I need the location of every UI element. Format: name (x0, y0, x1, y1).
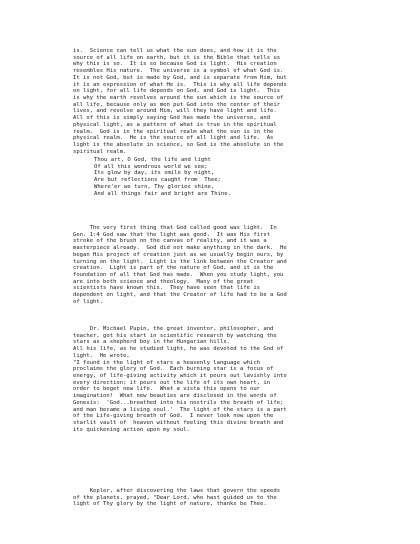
text-line: imagination! What new beauties are disclosed in the words of (73, 393, 277, 400)
text-line: It is not God, but is made by God, and is separate from Him, but (73, 74, 287, 81)
text-line: of light. (73, 298, 104, 305)
paragraph-kepler (73, 488, 280, 508)
text-line: starlit vault of heaven without feeling this divine breath and (73, 420, 284, 427)
text-line: Thou art, O God, the life and light (94, 157, 211, 163)
poem-stanza (94, 157, 231, 197)
text-line: dependent on light, and that the Creator of life had to be a God (73, 292, 287, 299)
text-line: "I found in the light of stars a heavenly language which (73, 359, 261, 366)
text-line: stroke of the brush on the canvas of reality, and it was a (73, 238, 267, 245)
text-line: order to beget new life. What a vista this opens to our (73, 386, 261, 393)
text-line: And all things fair and bright are Thine. (94, 190, 231, 197)
paragraph-light-was-good (73, 225, 287, 306)
text-line: stars as a shepherd boy in the Hungarian hills. (73, 339, 230, 346)
text-line: masterpiece already. God did not make anything in the dark. He (73, 245, 287, 252)
text-line: All of this is simply saying God has made the universe, and (73, 115, 271, 122)
text-line: all life, because only as men put God into the center of their (73, 101, 281, 108)
text-line: Are but reflections caught from Thee; (94, 177, 221, 184)
text-line: of the Life-giving breath of God. I never look now upon the (73, 413, 274, 420)
text-line: lives, and revolve around Him, will they have light and life. (73, 108, 277, 115)
text-line: Its glow by day, its smile by night, (94, 170, 215, 177)
text-line: Where'er we turn, Thy glories shine, (94, 183, 215, 190)
text-line: physical realm. He is the source of all light and life. As (73, 135, 274, 142)
text-line: its quickening action upon my soul. (73, 426, 190, 433)
text-line: proclaims the glory of God. Each burning star is a focus of (73, 366, 274, 373)
text-line: why this is so. It is so because God is light. His creation (73, 61, 277, 68)
text-line: light. He wrote, (73, 352, 130, 359)
text-line: is. Science can tell us what the sun does, and how it is the (73, 48, 277, 54)
text-line: teacher, got his start in scientific research by watching the (73, 332, 277, 339)
text-line: resembles His nature. The universe is a symbol of what God is. (73, 68, 284, 75)
text-line: is why the earth revolves around the sun which is the source of (73, 95, 284, 102)
text-line: foundation of all that God has made. When you study light, you (73, 272, 284, 279)
text-line: source of all life on earth, but it is the Bible that tells us (73, 54, 281, 61)
text-line: scientists have known this. They have seen that life is (73, 285, 261, 292)
text-line: Kepler, after discovering the laws that govern the speeds (73, 488, 281, 494)
text-line: Of all this wondrous world we see; (94, 163, 208, 170)
text-line: it is an expression of what He is. This is why all life depends (73, 81, 287, 88)
paragraph-god-is-light (73, 48, 287, 156)
text-line: turning on the light. Light is the link between the Creator and (73, 258, 287, 265)
text-line: realm. God is in the spiritual realm what the sun is in the (73, 128, 274, 135)
text-line: on light, for all life depends on God, and God is light. This (73, 88, 281, 95)
text-line: creation. Light is part of the nature of God, and it is the (73, 265, 274, 272)
text-line: energy, of life-giving activity which it pours out lavishly into (73, 373, 287, 380)
text-line: Dr. Michael Pupin, the great inventor, philosopher, and (73, 326, 274, 332)
text-line: light is the absolute in science, so God is the absolute in the (73, 142, 284, 149)
text-line: physical light, as a pattern of what is true in the spiritual (73, 121, 277, 128)
text-line: Gen. 1:4 God saw that the light was good. It was His first (73, 231, 271, 238)
text-line: are into both science and theology. Many of the great (73, 278, 254, 285)
text-line: spiritual realm. (73, 148, 127, 155)
text-line: of the planets, prayed, "Dear Lord, who hast guided us to the (73, 494, 277, 501)
text-line: Genesis: 'God...breathed into his nostrils the breath of life; (73, 399, 284, 406)
paragraph-michael-pupin (73, 326, 287, 434)
text-line: every direction; it pours out the life of its own heart, in (73, 379, 271, 386)
text-line: and man became a living soul.' The light of the stars is a part (73, 406, 287, 413)
text-line: light of Thy glory by the light of nature, thanks be Thee. (73, 501, 267, 508)
text-line: All his life, as he studied light, he was devoted to the God of (73, 346, 284, 353)
text-line: began His project of creation just as we usually begin ours, by (73, 251, 284, 258)
text-line: The very first thing that God called good was light. In (73, 225, 277, 231)
